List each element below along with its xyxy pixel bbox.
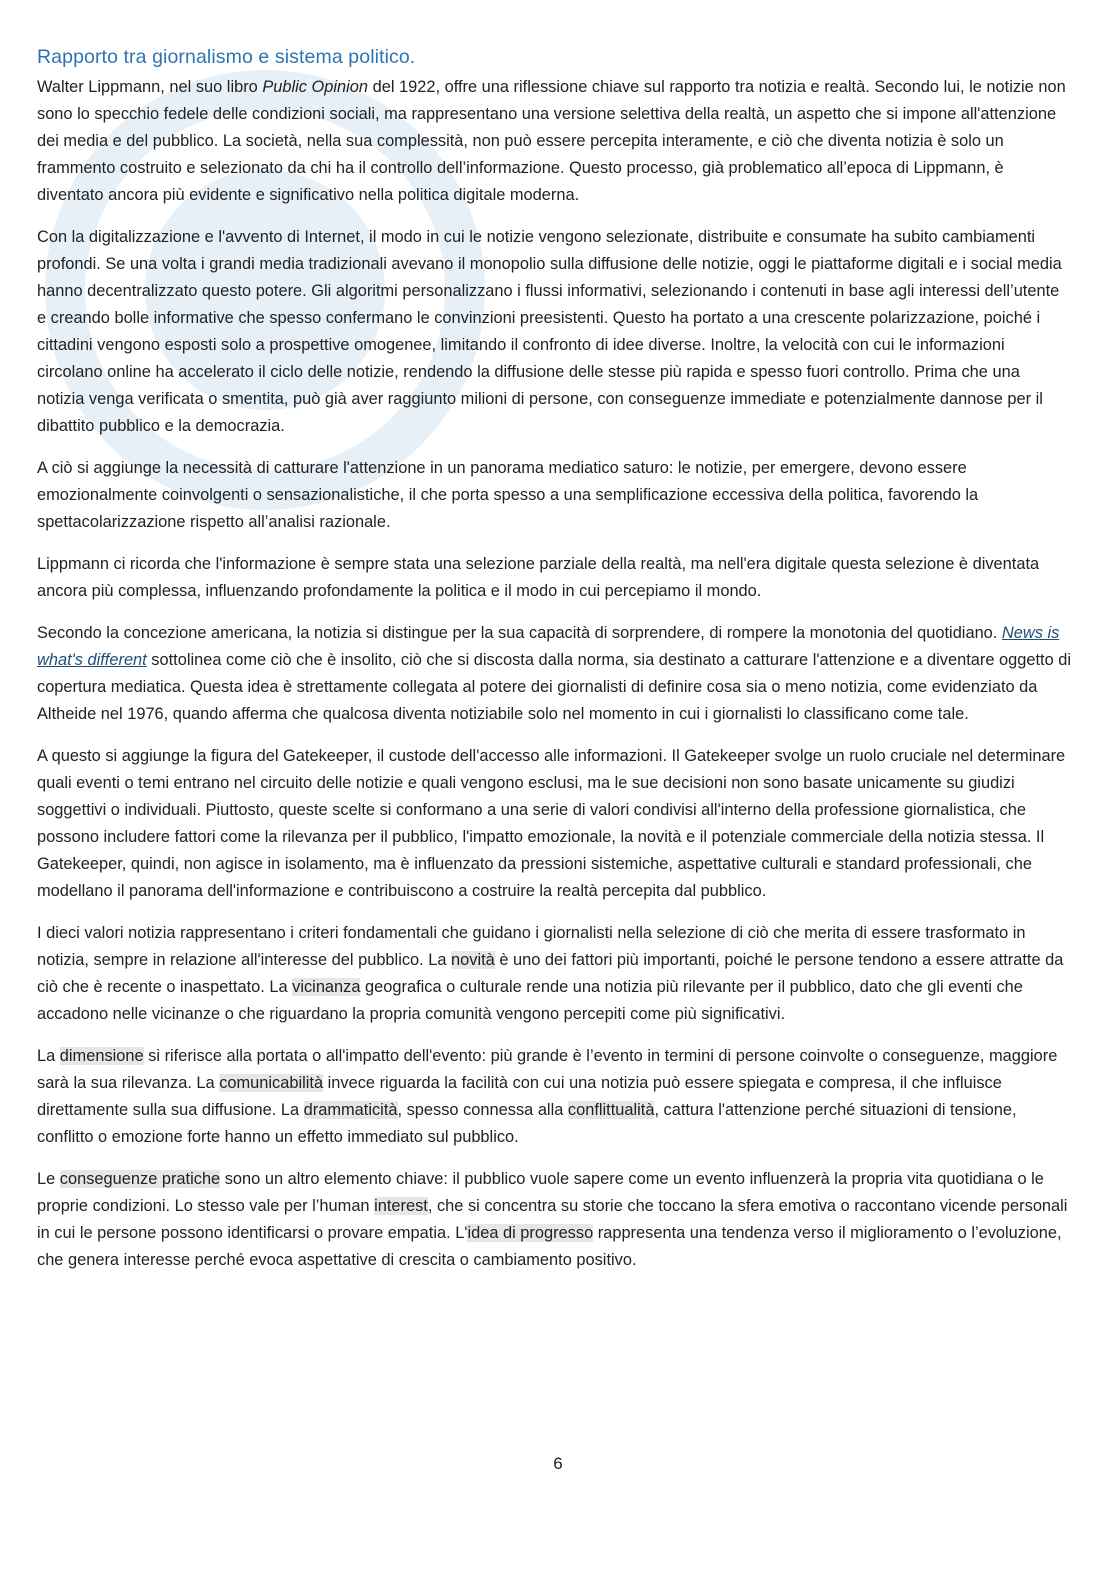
highlight-comunicabilita: comunicabilità [219,1074,324,1092]
text-run: Secondo la concezione americana, la notizia si distingue per la sua capacità di sorprendere, di rompere la monotonia del quotidiano. [37,624,1002,642]
section-heading: Rapporto tra giornalismo e sistema politico. [37,46,416,68]
paragraph-gatekeeper: A questo si aggiunge la figura del Gatekeeper, il custode dell'accesso alle informazioni. Il Gatekeeper svolge un ruolo cruciale nel determinare quali eventi o temi entrano nel circuito delle notizie e quali vengono esclusi, ma le sue decisioni non sono basate unicamente su giudizi soggettivi o individuali. Piuttosto, queste scelte si conformano a una serie di valori condivisi all'interno della professione giornalistica, che possono includere fattori come la rilevanza per il pubblico, l'impatto emozionale, la novità e il potenziale commerciale della notizia stessa. Il Gatekeeper, quindi, non agisce in isolamento, ma è influenzato da pressioni sistemiche, aspettative culturali e standard professionali, che modellano il panorama dell'informazione e contribuiscono a costruire la realtà percepita dal pubblico. [37,747,1066,900]
text-run: è uno dei fattori più importanti, poiché le persone tendono a essere attratte da ciò che è recente o inaspettato. La [37,951,1064,996]
highlight-idea-di-progresso: idea di progresso [467,1224,594,1242]
page-number: 6 [553,1454,563,1473]
text-run: geografica o culturale rende una notizia più rilevante per il pubblico, dato che gli eventi che accadono nelle vicinanze o che riguardano la propria comunità vengono percepiti come più significativi. [37,978,1023,1023]
document-page [37,44,1071,1289]
paragraph-lippmann-reminder: Lippmann ci ricorda che l'informazione è sempre stata una selezione parziale della realtà, ma nell'era digitale questa selezione è diventata ancora più complessa, influenzando profondamente la politica e il modo in cui percepiamo il mondo. [37,555,1040,600]
text-run: , che si concentra su storie che toccano la sfera emotiva o raccontano vicende personali in cui le persone possono identificarsi o provare empatia. L' [37,1197,1068,1242]
text-run: invece riguarda la facilità con cui una notizia può essere spiegata e compresa, il che influisce direttamente sulla sua diffusione. La [37,1074,1002,1119]
text-run: sottolinea come ciò che è insolito, ciò che si discosta dalla norma, sia destinato a catturare l'attenzione e a diventare oggetto di copertura mediatica. Questa idea è strettamente collegata al potere dei giornalisti di definire cosa sia o meno notizia, come evidenziato da Altheide nel 1976, quando afferma che qualcosa diventa notiziabile solo nel momento in cui i giornalisti lo classificano come tale. [37,651,1072,723]
text-run: Walter Lippmann, nel suo libro [37,78,263,96]
text-run: , spesso connessa alla [397,1101,568,1119]
paragraph-american-concept [37,620,1071,728]
book-title: Public Opinion [262,78,369,96]
paragraph-lippmann [37,74,1071,209]
highlight-interest: interest [374,1197,428,1215]
highlight-vicinanza: vicinanza [292,978,361,996]
text-run: I dieci valori notizia rappresentano i criteri fondamentali che guidano i giornalisti nella selezione di ciò che merita di essere trasformato in notizia, sempre in relazione all'interesse del pubblico. La [37,924,1026,969]
highlight-conflittualita: conflittualità [567,1101,655,1119]
paragraph-digital: Con la digitalizzazione e l'avvento di Internet, il modo in cui le notizie vengono selezionate, distribuite e consumate ha subito cambiamenti profondi. Se una volta i grandi media tradizionali avevano il monopolio sulla diffusione delle notizie, oggi le piattaforme digitali e i social media hanno decentralizzato questo potere. Gli algoritmi personalizzano i flussi informativi, selezionando i contenuti in base agli interessi dell’utente e creando bolle informative che spesso confermano le convinzioni preesistenti. Questo ha portato a una crescente polarizzazione, poiché i cittadini vengono esposti solo a prospettive omogenee, limitando il confronto di idee diverse. Inoltre, la velocità con cui le informazioni circolano online ha accelerato il ciclo delle notizie, rendendo la diffusione delle stesse più rapida e spesso fuori controllo. Prima che una notizia venga verificata o smentita, può già aver raggiunto milioni di persone, con conseguenze immediate e potenzialmente dannose per il dibattito pubblico e la democrazia. [37,228,1062,435]
news-different-link[interactable]: News is what's different [37,624,1060,669]
text-run: del 1922, offre una riflessione chiave sul rapporto tra notizia e realtà. Secondo lui, le notizie non sono lo specchio fedele delle condizioni sociali, ma rappresentano una versione selettiva della realtà, un aspetto che si impone all'attenzione dei media e del pubblico. La società, nella sua complessità, non può essere percepita interamente, e ciò che diventa notizia è solo un frammento costruito e selezionato da chi ha il controllo dell’informazione. Questo processo, già problematico all’epoca di Lippmann, è diventato ancora più evidente e significativo nella politica digitale moderna. [37,78,1066,204]
text-run: , cattura l'attenzione perché situazioni di tensione, conflitto o emozione forte hanno un effetto immediato sul pubblico. [37,1101,1017,1146]
text-run: rappresenta una tendenza verso il miglioramento o l’evoluzione, che genera interesse perché evoca aspettative di crescita o cambiamento positivo. [37,1224,1062,1269]
text-run: Le [37,1170,60,1188]
paragraph-dimension [37,1043,1071,1151]
highlight-novita: novità [451,951,495,969]
paragraph-attention: A ciò si aggiunge la necessità di catturare l'attenzione in un panorama mediatico saturo: le notizie, per emergere, devono essere emozionalmente coinvolgenti o sensazionalistiche, il che porta spesso a una semplificazione eccessiva della politica, favorendo la spettacolarizzazione rispetto all’analisi razionale. [37,459,979,531]
highlight-drammaticita: drammaticità [303,1101,398,1119]
highlight-dimensione: dimensione [59,1047,144,1065]
text-run: sono un altro elemento chiave: il pubblico vuole sapere come un evento influenzerà la propria vita quotidiana o le proprie condizioni. Lo stesso vale per l’human [37,1170,1044,1215]
text-run: La [37,1047,60,1065]
text-run: si riferisce alla portata o all'impatto dell'evento: più grande è l’evento in termini di persone coinvolte o conseguenze, maggiore sarà la sua rilevanza. La [37,1047,1058,1092]
paragraph-consequences [37,1166,1071,1274]
paragraph-news-values [37,920,1071,1028]
highlight-conseguenze-pratiche: conseguenze pratiche [59,1170,221,1188]
